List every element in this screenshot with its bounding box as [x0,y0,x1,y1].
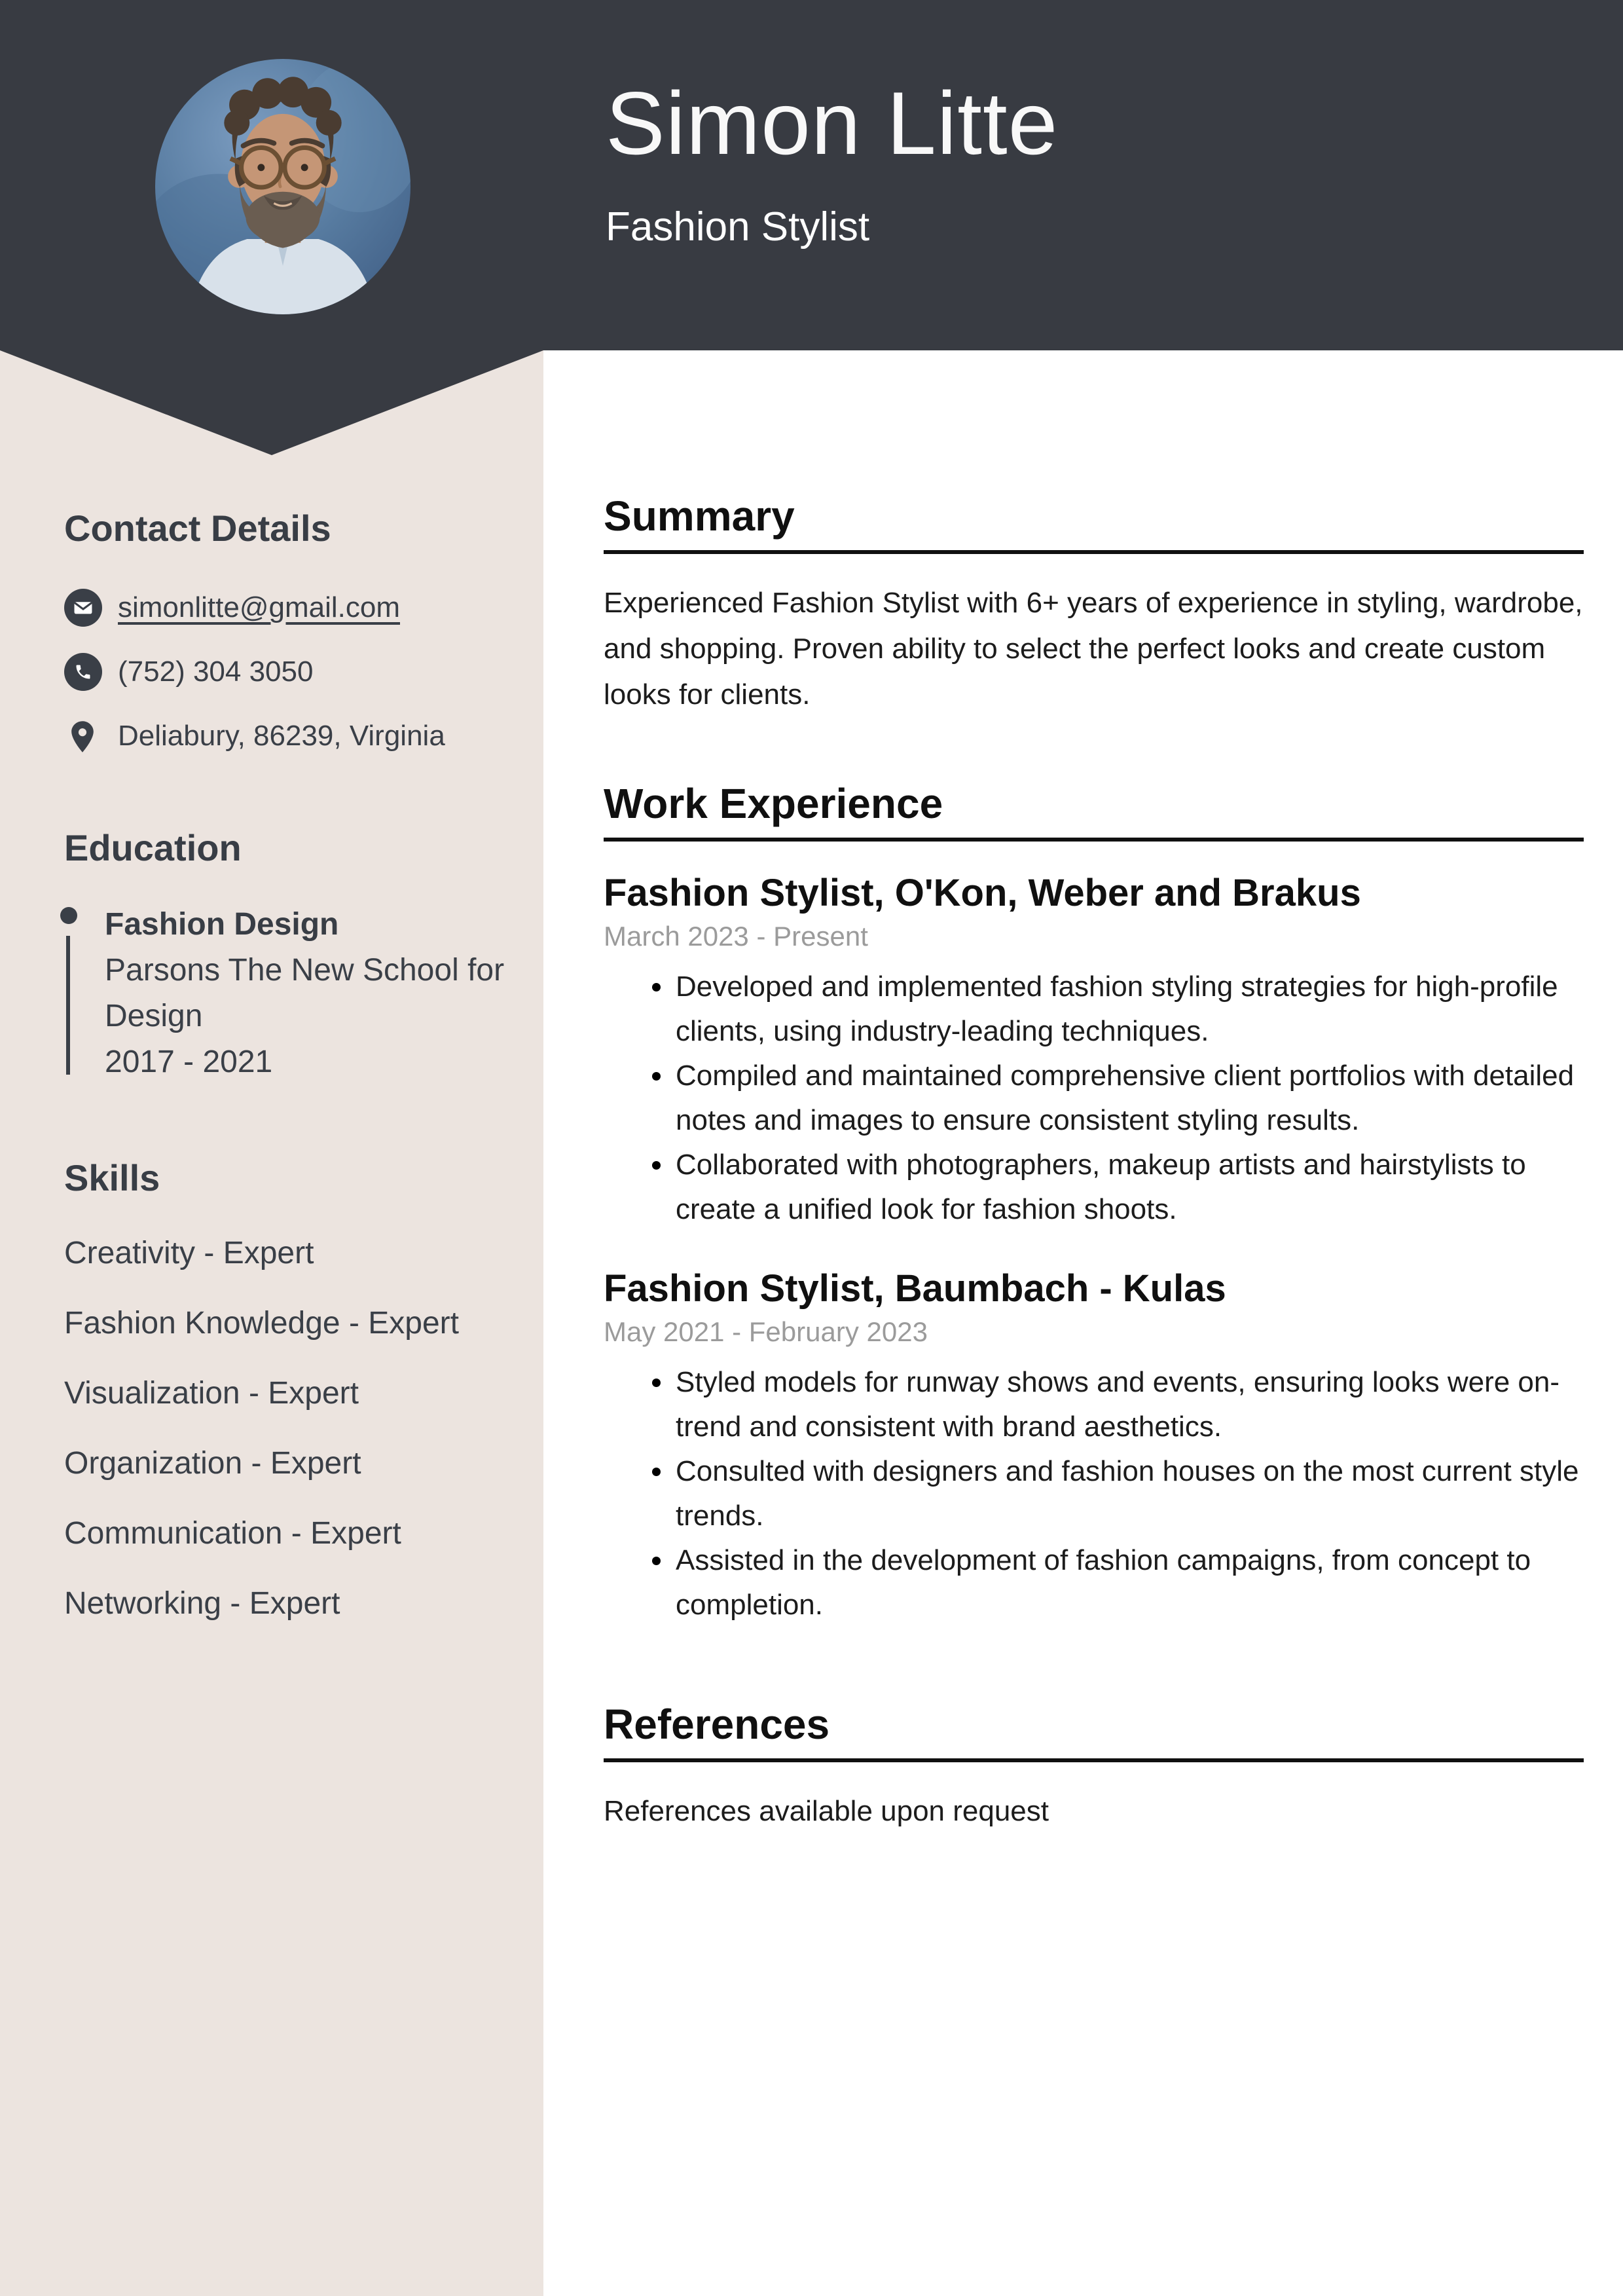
summary-divider [604,550,1584,554]
main-content [543,0,1623,2296]
contact-row-location [64,717,505,755]
references-heading: References [604,1701,830,1748]
work-experience-divider [604,838,1584,842]
references-text: References available upon request [604,1795,1049,1827]
phone-number: (752) 304 3050 [118,656,314,688]
job-bullet: Collaborated with photographers, makeup artists and hairstylists to create a unified look for fashion shoots. [676,1143,1584,1232]
skill-item: Visualization - Expert [64,1376,359,1411]
job-dates: March 2023 - Present [604,921,868,952]
contact-list [64,589,505,755]
person-name: Simon Litte [606,73,1059,173]
contact-row-phone [64,653,505,691]
references-divider [604,1758,1584,1762]
job-title: Fashion Stylist, O'Kon, Weber and Brakus [604,872,1361,914]
job-entry [604,872,1584,1232]
job-bullet-list [604,1360,1584,1627]
job-dates: May 2021 - February 2023 [604,1316,928,1347]
job-title: Fashion Stylist, Baumbach - Kulas [604,1267,1226,1310]
location-pin-icon [64,717,102,755]
summary-heading: Summary [604,492,795,540]
phone-icon [64,653,102,691]
timeline-line [66,936,70,1075]
skill-item: Organization - Expert [64,1446,361,1481]
skills-list [64,1234,505,1623]
location-text: Deliabury, 86239, Virginia [118,720,445,752]
education-entry [64,902,505,1085]
education-school: Parsons The New School for Design [105,953,505,1033]
skill-item: Creativity - Expert [64,1236,314,1270]
job-bullet: Assisted in the development of fashion campaigns, from concept to completion. [676,1538,1584,1627]
job-bullet: Consulted with designers and fashion houses on the most current style trends. [676,1449,1584,1538]
skill-item: Fashion Knowledge - Expert [64,1306,459,1341]
timeline-dot-icon [60,907,77,924]
contact-details-heading: Contact Details [64,508,331,549]
skill-item: Communication - Expert [64,1516,401,1551]
person-job-title: Fashion Stylist [606,204,870,250]
contact-row-email [64,589,505,627]
job-bullet: Styled models for runway shows and events, ensuring looks were on-trend and consistent with brand aesthetics. [676,1360,1584,1449]
education-heading: Education [64,827,242,868]
education-dates: 2017 - 2021 [105,1045,273,1079]
education-degree: Fashion Design [105,907,339,942]
email-icon [64,589,102,627]
sidebar-content [0,0,543,1655]
email-link[interactable]: simonlitte@gmail.com [118,591,400,623]
job-bullet: Compiled and maintained comprehensive client portfolios with detailed notes and images to ensure consistent styling results. [676,1054,1584,1143]
skills-heading: Skills [64,1157,160,1198]
job-bullet: Developed and implemented fashion styling strategies for high-profile clients, using industry-leading techniques. [676,965,1584,1054]
job-bullet-list [604,965,1584,1232]
summary-text: Experienced Fashion Stylist with 6+ years of experience in styling, wardrobe, and shopping. Proven ability to select the perfect looks and create custom looks for clients. [604,587,1583,711]
job-entry [604,1267,1584,1627]
work-experience-heading: Work Experience [604,780,943,827]
skill-item: Networking - Expert [64,1586,340,1621]
